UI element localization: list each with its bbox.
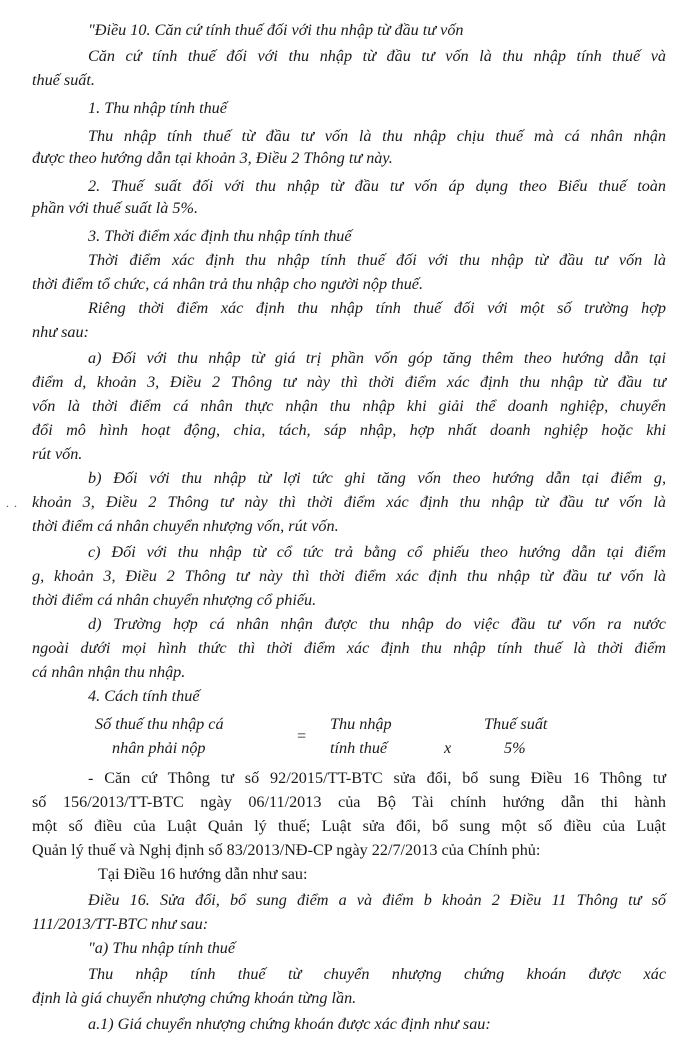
paragraph-line: b) Đối với thu nhập từ lợi tức ghi tăng vốn theo hướng dẫn tại điểm g, xyxy=(88,469,666,487)
paragraph-line: số 156/2013/TT-BTC ngày 06/11/2013 của Bộ Tài chính hướng dẫn thi hành xyxy=(32,793,666,811)
paragraph-line: 2. Thuế suất đối với thu nhập từ đầu tư vốn áp dụng theo Biểu thuế toàn xyxy=(88,177,666,195)
section-heading: "a) Thu nhập tính thuế xyxy=(88,939,236,957)
paragraph-line: rút vốn. xyxy=(32,445,83,463)
paragraph-line: Thời điểm xác định thu nhập tính thuế đối với thu nhập từ đầu tư vốn là xyxy=(88,251,666,269)
paragraph-line: d) Trường hợp cá nhân nhận được thu nhập do việc đầu tư vốn ra nước xyxy=(88,615,666,633)
paragraph-line: phần với thuế suất là 5%. xyxy=(32,199,199,217)
paragraph-line: ngoài dưới mọi hình thức thì thời điểm xác định thu nhập tính thuế là thời điểm xyxy=(32,639,666,657)
paragraph-line: khoản 3, Điều 2 Thông tư này thì thời điểm xác định thu nhập từ đầu tư vốn là xyxy=(32,493,666,511)
formula-middle-line-1: Thu nhập xyxy=(330,715,392,733)
paragraph-line: - Căn cứ Thông tư số 92/2015/TT-BTC sửa đổi, bổ sung Điều 16 Thông tư xyxy=(88,769,666,787)
paragraph-line: Thu nhập tính thuế từ chuyển nhượng chứng khoán được xác xyxy=(88,965,666,983)
formula-middle-line-2: tính thuế xyxy=(330,739,388,757)
paragraph-line: a) Đối với thu nhập từ giá trị phần vốn góp tăng thêm theo hướng dẫn tại xyxy=(88,349,666,367)
paragraph-line: điểm d, khoản 3, Điều 2 Thông tư này thì thời điểm xác định thu nhập từ đầu tư xyxy=(32,373,666,391)
paragraph-line: Riêng thời điểm xác định thu nhập tính thuế đối với một số trường hợp xyxy=(88,299,666,317)
paragraph-line: Căn cứ tính thuế đối với thu nhập từ đầu tư vốn là thu nhập tính thuế và xyxy=(88,47,666,65)
formula-equals: = xyxy=(296,727,307,745)
paragraph-line: g, khoản 3, Điều 2 Thông tư này thì thời điểm xác định thu nhập từ đầu tư vốn là xyxy=(32,567,666,585)
paragraph-line: thời điểm tổ chức, cá nhân trả thu nhập cho người nộp thuế. xyxy=(32,275,424,293)
paragraph-line: như sau: xyxy=(32,323,89,341)
paragraph-line: cá nhân nhận thu nhập. xyxy=(32,663,186,681)
paragraph-line: thời điểm cá nhân chuyển nhượng cổ phiếu. xyxy=(32,591,317,609)
paragraph-line: một số điều của Luật Quản lý thuế; Luật sửa đổi, bổ sung một số điều của Luật xyxy=(32,817,666,835)
formula-left-line-1: Số thuế thu nhập cá xyxy=(95,715,224,733)
formula-right-line-2: 5% xyxy=(504,739,526,757)
section-heading: 1. Thu nhập tính thuế xyxy=(88,99,227,117)
formula-left-line-2: nhân phải nộp xyxy=(112,739,206,757)
paragraph-line: c) Đối với thu nhập từ cổ tức trả bằng cổ phiếu theo hướng dẫn tại điểm xyxy=(88,543,666,561)
paragraph-line: 111/2013/TT-BTC như sau: xyxy=(32,915,209,933)
paragraph-line: đổi mô hình hoạt động, chia, tách, sáp nhập, hợp nhất doanh nghiệp hoặc khi xyxy=(32,421,666,439)
paragraph-line: thuế suất. xyxy=(32,71,95,89)
formula-times: x xyxy=(444,739,452,757)
margin-marks: . . xyxy=(6,496,18,510)
paragraph-line: Điều 16. Sửa đổi, bổ sung điểm a và điểm b khoản 2 Điều 11 Thông tư số xyxy=(88,891,666,909)
article-heading: "Điều 10. Căn cứ tính thuế đối với thu nhập từ đầu tư vốn xyxy=(88,21,464,39)
section-heading: 4. Cách tính thuế xyxy=(88,687,200,705)
paragraph-line: Quản lý thuế và Nghị định số 83/2013/NĐ-CP ngày 22/7/2013 của Chính phủ: xyxy=(32,841,541,859)
paragraph-line: a.1) Giá chuyển nhượng chứng khoán được xác định như sau: xyxy=(88,1015,491,1033)
section-heading: 3. Thời điểm xác định thu nhập tính thuế xyxy=(88,227,352,245)
paragraph-line: Thu nhập tính thuế từ đầu tư vốn là thu nhập chịu thuế mà cá nhân nhận xyxy=(88,127,666,145)
formula-right-line-1: Thuế suất xyxy=(484,715,548,733)
paragraph-line: Tại Điều 16 hướng dẫn như sau: xyxy=(98,865,308,883)
paragraph-line: vốn là thời điểm cá nhân thực nhận thu nhập khi giải thể doanh nghiệp, chuyển xyxy=(32,397,666,415)
paragraph-line: thời điểm cá nhân chuyển nhượng vốn, rút vốn. xyxy=(32,517,339,535)
paragraph-line: định là giá chuyển nhượng chứng khoán từng lần. xyxy=(32,989,357,1007)
paragraph-line: được theo hướng dẫn tại khoản 3, Điều 2 Thông tư này. xyxy=(32,149,393,167)
